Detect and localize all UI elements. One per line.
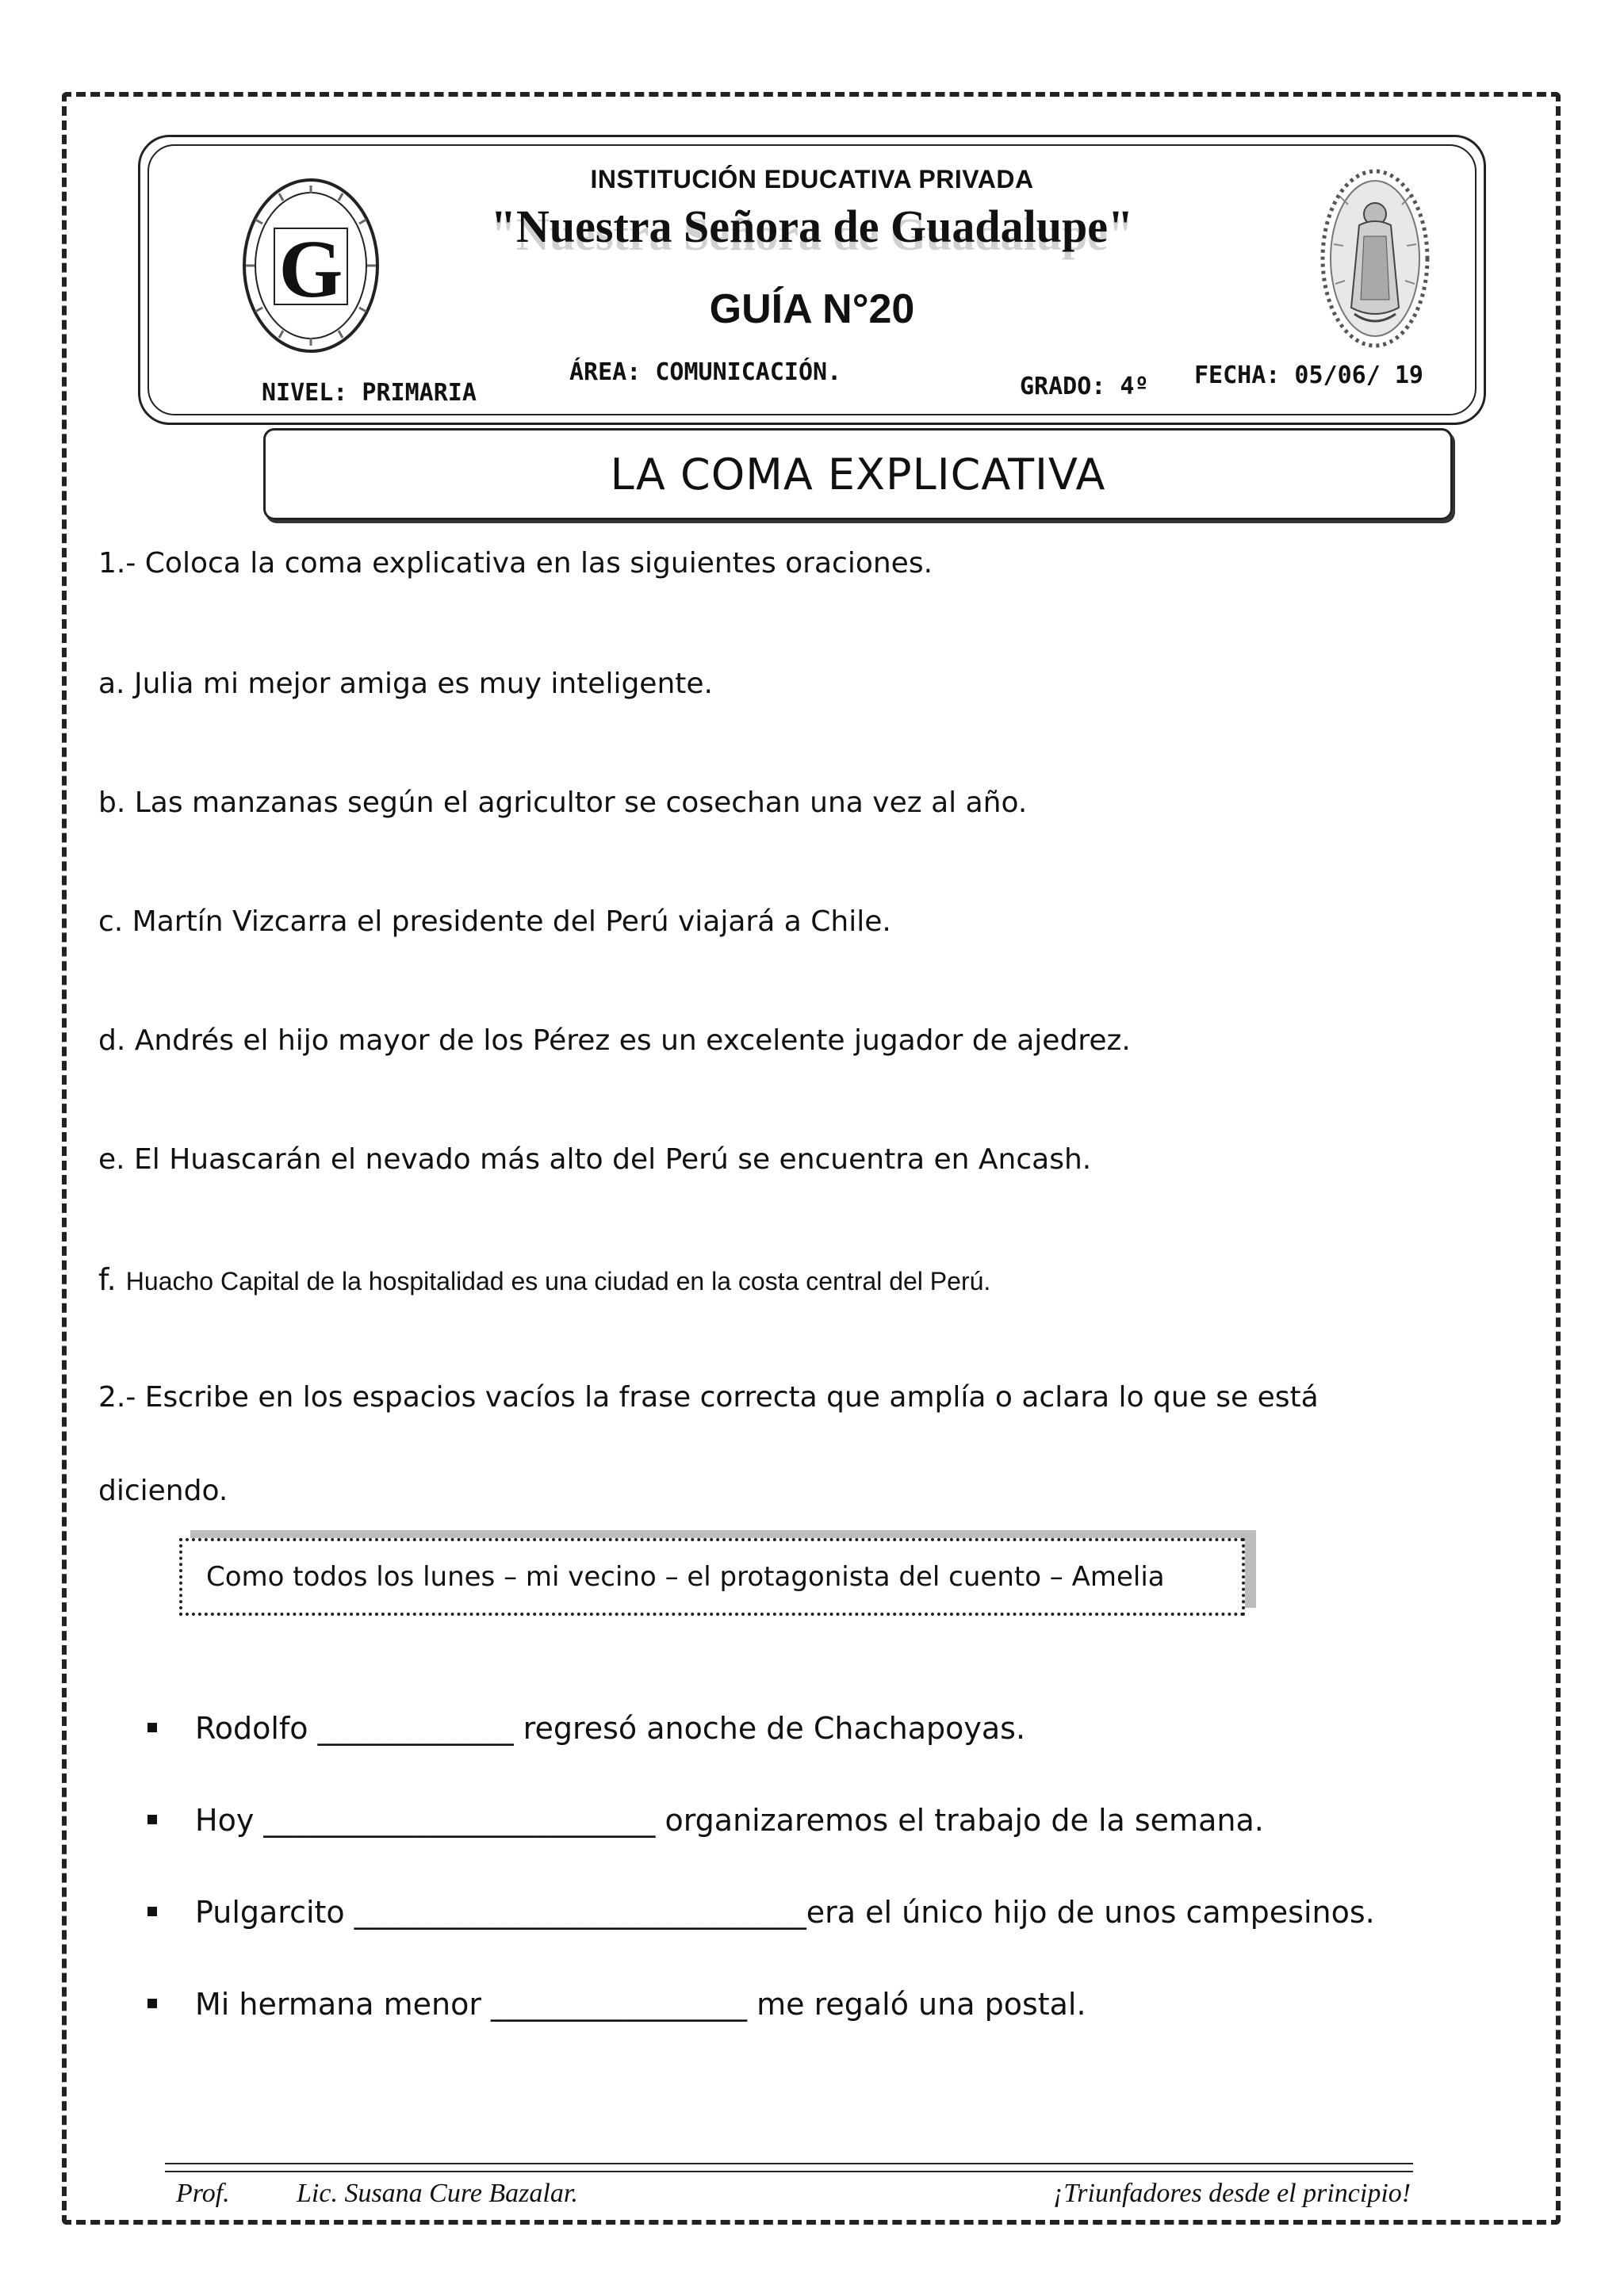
- exercise1-item-f: [98, 1262, 990, 1297]
- item-f-letter: f.: [98, 1262, 117, 1297]
- title-box: [263, 428, 1453, 520]
- fill-blank-text: Rodolfo _____________ regresó anoche de Chachapoyas.: [195, 1711, 1026, 1746]
- area-label: ÁREA: COMUNICACIÓN.: [569, 358, 842, 386]
- exercise2-instruction-cont: diciendo.: [98, 1475, 228, 1507]
- exercise1-item-e: e. El Huascarán el nevado más alto del Perú se encuentra en Ancash.: [98, 1143, 1092, 1176]
- square-bullet-icon: [147, 1907, 157, 1916]
- fill-blank-text: Pulgarcito ______________________________era el único hijo de unos campesinos.: [195, 1895, 1375, 1930]
- fill-blank-item: [147, 1895, 1375, 1930]
- school-name: "Nuestra Señora de Guadalupe": [490, 201, 1134, 252]
- fill-blank-item: [147, 1803, 1264, 1838]
- footer-rule: [165, 2163, 1413, 2164]
- square-bullet-icon: [147, 1999, 157, 2008]
- square-bullet-icon: [147, 1723, 157, 1732]
- teacher-name: Lic. Susana Cure Bazalar.: [297, 2179, 578, 2208]
- fill-blank-text: Mi hermana menor _________________ me regaló una postal.: [195, 1987, 1086, 2022]
- fill-blank-item: [147, 1987, 1086, 2022]
- school-motto: ¡Triunfadores desde el principio!: [1053, 2179, 1411, 2208]
- worksheet-title: LA COMA EXPLICATIVA: [610, 449, 1106, 499]
- exercise2-instruction: 2.- Escribe en los espacios vacíos la frase correcta que amplía o aclara lo que se está: [98, 1381, 1319, 1414]
- grade-label: GRADO: 4º: [1020, 373, 1149, 400]
- institution-label: INSTITUCIÓN EDUCATIVA PRIVADA: [590, 165, 1034, 193]
- logo-letter: G: [278, 224, 343, 315]
- level-label: NIVEL: PRIMARIA: [262, 379, 477, 407]
- prof-label: Prof.: [176, 2179, 230, 2208]
- fill-blank-item: [147, 1711, 1025, 1746]
- exercise1-instruction: 1.- Coloca la coma explicativa en las siguientes oraciones.: [98, 547, 933, 580]
- fill-blank-text: Hoy __________________________ organizaremos el trabajo de la semana.: [195, 1803, 1264, 1838]
- exercise1-item-a: a. Julia mi mejor amiga es muy inteligente.: [98, 668, 713, 700]
- exercise1-item-b: b. Las manzanas según el agricultor se cosechan una vez al año.: [98, 786, 1028, 819]
- square-bullet-icon: [147, 1815, 157, 1824]
- exercise1-item-c: c. Martín Vizcarra el presidente del Perú viajará a Chile.: [98, 905, 891, 938]
- date-label: FECHA: 05/06/ 19: [1194, 362, 1423, 389]
- options-text: Como todos los lunes – mi vecino – el protagonista del cuento – Amelia: [206, 1561, 1165, 1593]
- guide-number: GUÍA N°20: [709, 286, 915, 332]
- item-f-text: Huacho Capital de la hospitalidad es una ciudad en la costa central del Perú.: [125, 1267, 991, 1295]
- options-box: [179, 1538, 1245, 1616]
- exercise1-item-d: d. Andrés el hijo mayor de los Pérez es un excelente jugador de ajedrez.: [98, 1024, 1131, 1057]
- footer-rule: [165, 2171, 1413, 2172]
